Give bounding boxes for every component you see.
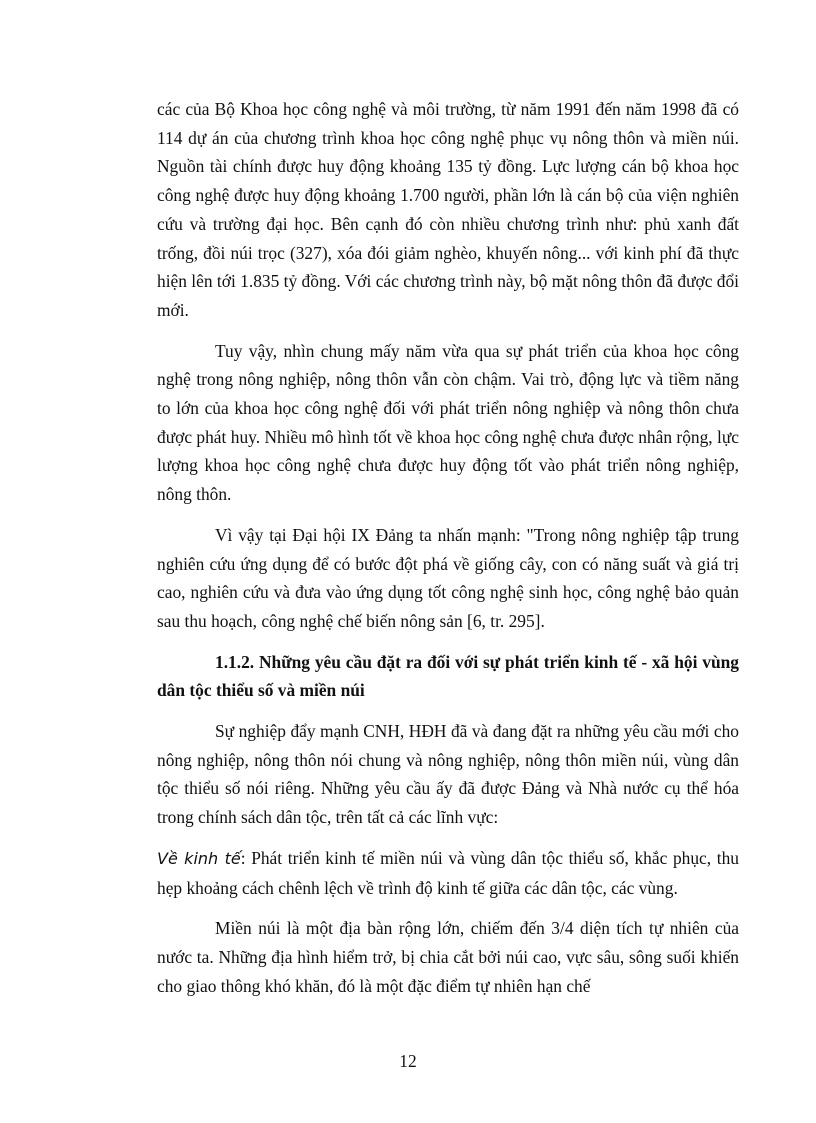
paragraph-2: Tuy vậy, nhìn chung mấy năm vừa qua sự phát triển của khoa học công nghệ trong nông nghiệp, nông thôn vẫn còn chậm. Vai trò, động lực và tiềm năng to lớn của khoa học công nghệ đối với phát triển nông nghiệp và nông thôn chưa được phát huy. Nhiều mô hình tốt về khoa học công nghệ chưa được nhân rộng, lực lượng khoa học công nghệ chưa được huy động tốt vào phát triển nông nghiệp, nông thôn. — [157, 340, 739, 505]
paragraph-5-text: : Phát triển kinh tế miền núi và vùng dân tộc thiểu số, khắc phục, thu hẹp khoảng cách chênh lệch về trình độ kinh tế giữa các dân tộc, các vùng. — [157, 847, 739, 898]
paragraph-6: Miền núi là một địa bàn rộng lớn, chiếm đến 3/4 diện tích tự nhiên của nước ta. Những địa hình hiểm trở, bị chia cắt bởi núi cao, vực sâu, sông suối khiến cho giao thông khó khăn, đó là một đặc điểm tự nhiên hạn chế — [157, 918, 739, 996]
paragraph-3: Vì vậy tại Đại hội IX Đảng ta nhấn mạnh: "Trong nông nghiệp tập trung nghiên cứu ứng dụng để có bước đột phá về giống cây, con có năng suất và giá trị cao, nghiên cứu và đưa vào ứng dụng tốt công nghệ sinh học, công nghệ bảo quản sau thu hoạch, công nghệ chế biến nông sản [6, tr. 295]. — [157, 524, 739, 631]
section-heading: 1.1.2. Những yêu cầu đặt ra đối với sự phát triển kinh tế - xã hội vùng dân tộc thiểu số và miền núi — [157, 651, 739, 701]
paragraph-1: các của Bộ Khoa học công nghệ và môi trường, từ năm 1991 đến năm 1998 đã có 114 dự án của chương trình khoa học công nghệ phục vụ nông thôn và miền núi. Nguồn tài chính được huy động khoảng 135 tỷ đồng. Lực lượng cán bộ khoa học công nghệ được huy động khoảng 1.700 người, phần lớn là cán bộ của viện nghiên cứu và trường đại học. Bên cạnh đó còn nhiều chương trình như: phủ xanh đất trống, đồi núi trọc (327), xóa đói giảm nghèo, khuyến nông... với kinh phí đã thực hiện lên tới 1.835 tỷ đồng. Với các chương trình này, bộ mặt nông thôn đã được đổi mới. — [157, 99, 739, 320]
paragraph-5 — [157, 844, 739, 902]
page-body — [157, 95, 739, 1012]
page-number: 12 — [399, 1051, 417, 1071]
paragraph-5-lead: Về kinh tế — [157, 848, 241, 868]
paragraph-4: Sự nghiệp đẩy mạnh CNH, HĐH đã và đang đặt ra những yêu cầu mới cho nông nghiệp, nông thôn nói chung và nông nghiệp, nông thôn miền núi, vùng dân tộc thiểu số nói riêng. Những yêu cầu ấy đã được Đảng và Nhà nước cụ thể hóa trong chính sách dân tộc, trên tất cả các lĩnh vực: — [157, 721, 739, 828]
